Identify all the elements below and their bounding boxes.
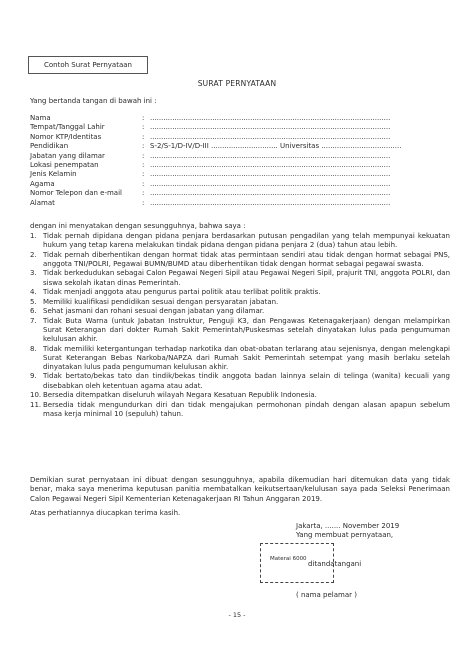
field-value: ............................................................................................................ — [150, 189, 391, 198]
item-text: Tidak menjadi anggota atau pengurus partai politik atau terlibat politik praktis. — [43, 288, 321, 297]
page-number: - 15 - — [228, 611, 246, 619]
signer-name: ( nama pelamar ) — [296, 591, 357, 599]
item-text: Tidak pernah dipidana dengan pidana penjara berdasarkan putusan pengadilan yang telah mempunyai kekuatan hukum yang tetap karena melakukan tindak pidana dengan pidana penjara 2 (dua) tahun atau lebih. — [43, 232, 450, 250]
example-label-box: Contoh Surat Pernyataan — [28, 56, 148, 74]
statement-item — [30, 298, 450, 307]
statement-item — [30, 391, 450, 400]
statement-item — [30, 345, 450, 372]
stamp-label: Materai 6000 — [270, 556, 307, 562]
field-label: Nomor Telepon dan e-mail — [30, 189, 122, 198]
form-row — [30, 199, 450, 208]
item-number: 11. — [30, 400, 42, 409]
field-value: ............................................................................................................ — [150, 114, 391, 122]
item-number: 2. — [30, 250, 37, 259]
field-value: ............................................................................................................ — [150, 132, 391, 141]
field-colon: : — [142, 132, 145, 141]
closing-paragraph: Demikian surat pernyataan ini dibuat dengan sesungguhnya, apabila dikemudian hari ditemukan data yang tidak benar, maka saya menerima keputusan panitia membatalkan keikutsertaan/kelulusan saya pada Seleksi Penerimaan Calon Pegawai Negeri Sipil Kementerian Ketenagakerjaan RI Tahun Anggaran 2019. — [30, 476, 450, 503]
document-title: SURAT PERNYATAAN — [197, 79, 277, 88]
statement-item — [30, 401, 450, 419]
field-colon: : — [142, 189, 145, 198]
statement-item — [30, 269, 450, 287]
form-row — [30, 180, 450, 189]
thanks-text: Atas perhatiannya diucapkan terima kasih. — [30, 509, 181, 517]
item-text: Tidak berkedudukan sebagai Calon Pegawai Negeri Sipil atau Pegawai Negeri Sipil, prajurit TNI, anggota POLRI, dan siswa sekolah ikatan dinas Pemerintah. — [43, 269, 450, 287]
field-colon: : — [142, 123, 145, 132]
field-colon: : — [142, 142, 145, 151]
field-colon: : — [142, 198, 145, 207]
field-colon: : — [142, 151, 145, 160]
intro-text: Yang bertanda tangan di bawah ini : — [30, 97, 157, 105]
item-text: Memiliki kualifikasi pendidikan sesuai dengan persyaratan jabatan. — [43, 297, 279, 306]
form-row — [30, 142, 450, 151]
field-value: ............................................................................................................ — [150, 170, 391, 179]
identity-form — [30, 114, 450, 208]
item-number: 5. — [30, 297, 37, 306]
item-number: 10. — [30, 391, 42, 400]
field-label: Nama — [30, 114, 51, 122]
item-text: Tidak bertato/bekas tato dan tindik/bekas tindik anggota badan lainnya selain di telinga (wanita) kecuali yang disebabkan oleh ketentuan agama atau adat. — [43, 372, 450, 390]
item-number: 1. — [30, 232, 37, 240]
item-number: 6. — [30, 307, 37, 316]
form-row — [30, 189, 450, 198]
statement-item — [30, 307, 450, 316]
form-row — [30, 123, 450, 132]
field-colon: : — [142, 160, 145, 169]
statement-item — [30, 232, 450, 250]
statement-intro: dengan ini menyatakan dengan sesungguhnya, bahwa saya : — [30, 222, 246, 230]
field-value: ............................................................................................................ — [150, 198, 391, 207]
field-label: Tempat/Tanggal Lahir — [30, 123, 105, 132]
form-row — [30, 114, 450, 123]
statement-item — [30, 372, 450, 390]
item-text: Tidak pernah diberhentikan dengan hormat tidak atas permintaan sendiri atau tidak dengan hormat sebagai PNS, anggota TNI/POLRI, Pegawai BUMN/BUMD atau diberhentikan tidak dengan hormat sebagai pegawai swasta. — [43, 250, 450, 268]
field-label: Alamat — [30, 198, 55, 207]
item-text: Tidak memiliki ketergantungan terhadap narkotika dan obat-obatan terlarang atau sejenisnya, dengan melengkapi Surat Keterangan Bebas Narkoba/NAPZA dari Rumah Sakit Pemerintah setempat yang masih berlaku setelah dinyatakan lulus pada pengumuman kelulusan akhir. — [43, 344, 450, 371]
statement-item — [30, 317, 450, 344]
item-number: 4. — [30, 288, 37, 297]
field-label: Nomor KTP/Identitas — [30, 132, 102, 141]
statement-list — [30, 232, 450, 419]
item-number: 8. — [30, 344, 37, 353]
signature-note: ditandatangani — [308, 560, 362, 568]
field-label: Jabatan yang dilamar — [30, 151, 105, 160]
field-value: ............................................................................................................ — [150, 151, 391, 160]
form-row — [30, 152, 450, 161]
field-value: S-2/S-1/D-IV/D-III .............................. Universitas .................................... — [150, 142, 402, 151]
form-row — [30, 170, 450, 179]
item-text: Sehat jasmani dan rohani sesuai dengan jabatan yang dilamar. — [43, 307, 265, 316]
item-text: Tidak Buta Warna (untuk Jabatan Instruktur, Penguji K3, dan Pengawas Ketenagakerjaan) dengan melampirkan Surat Keterangan dari dokter Rumah Sakit Pemerintah/Puskesmas setelah dinyatakan lulus pada pengumuman kelulusan akhir. — [43, 316, 450, 344]
item-number: 3. — [30, 269, 37, 278]
field-label: Lokasi penempatan — [30, 160, 99, 169]
item-text: Bersedia tidak mengundurkan diri dan tidak mengajukan permohonan pindah dengan alasan apapun sebelum masa kerja minimal 10 (sepuluh) tahun. — [43, 400, 450, 418]
field-colon: : — [142, 114, 145, 122]
field-colon: : — [142, 179, 145, 188]
field-value: ............................................................................................................ — [150, 160, 391, 169]
form-row — [30, 161, 450, 170]
field-value: ............................................................................................................ — [150, 123, 391, 132]
statement-item — [30, 288, 450, 297]
place-date: Jakarta, ....... November 2019 — [296, 522, 400, 530]
signer-caption: Yang membuat pernyataan, — [296, 531, 394, 539]
item-number: 7. — [30, 316, 37, 325]
item-number: 9. — [30, 372, 37, 381]
statement-item — [30, 251, 450, 269]
field-value: ............................................................................................................ — [150, 179, 391, 188]
field-colon: : — [142, 170, 145, 179]
field-label: Jenis Kelamin — [30, 170, 77, 179]
field-label: Agama — [30, 179, 55, 188]
field-label: Pendidikan — [30, 142, 69, 151]
item-text: Bersedia ditempatkan diseluruh wilayah Negara Kesatuan Republik Indonesia. — [43, 391, 317, 400]
form-row — [30, 133, 450, 142]
